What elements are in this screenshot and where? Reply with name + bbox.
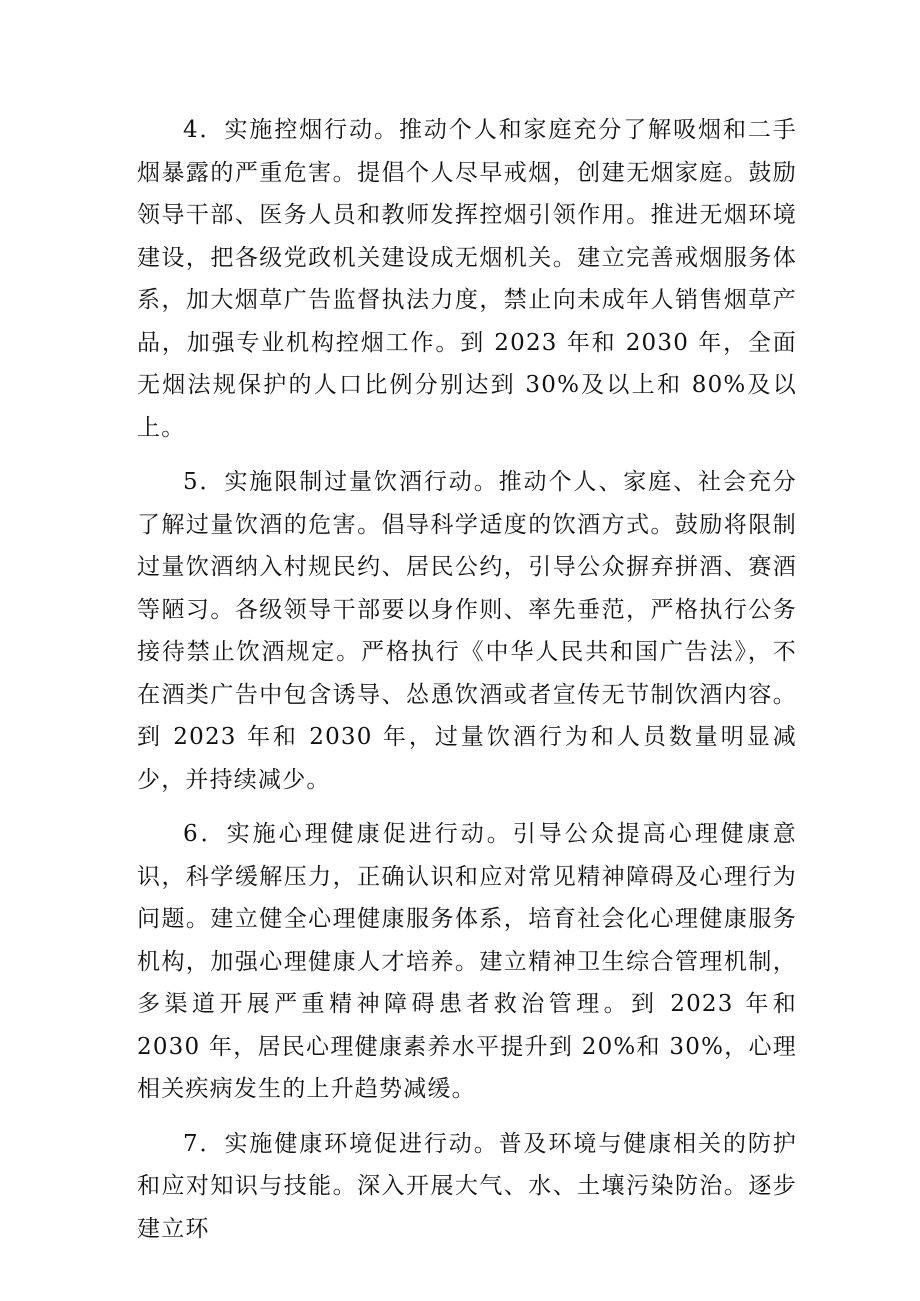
document-body xyxy=(137,109,797,1262)
paragraph-healthy-environment: 7．实施健康环境促进行动。普及环境与健康相关的防护和应对知识与技能。深入开展大气、水、土壤污染防治。逐步建立环 xyxy=(137,1130,797,1242)
paragraph-mental-health: 6．实施心理健康促进行动。引导公众提高心理健康意识，科学缓解压力，正确认识和应对常见精神障碍及心理行为问题。建立健全心理健康服务体系，培育社会化心理健康服务机构，加强心理健康人才培养。建立精神卫生综合管理机制，多渠道开展严重精神障碍患者救治管理。到 2023 年和 2030 年，居民心理健康素养水平提升到 20%和 30%，心理相关疾病发生的上升趋势减缓。 xyxy=(137,821,797,1102)
paragraph-tobacco-control: 4．实施控烟行动。推动个人和家庭充分了解吸烟和二手烟暴露的严重危害。提倡个人尽早戒烟，创建无烟家庭。鼓励领导干部、医务人员和教师发挥控烟引领作用。推进无烟环境建设，把各级党政机关建设成无烟机关。建立完善戒烟服务体系，加大烟草广告监督执法力度，禁止向未成年人销售烟草产品，加强专业机构控烟工作。到 2023 年和 2030 年，全面无烟法规保护的人口比例分别达到 30%及以上和 80%及以上。 xyxy=(137,117,797,441)
paragraph-alcohol-limit: 5．实施限制过量饮酒行动。推动个人、家庭、社会充分了解过量饮酒的危害。倡导科学适度的饮酒方式。鼓励将限制过量饮酒纳入村规民约、居民公约，引导公众摒弃拼酒、赛酒等陋习。各级领导干部要以身作则、率先垂范，严格执行公务接待禁止饮酒规定。严格执行《中华人民共和国广告法》，不在酒类广告中包含诱导、怂恿饮酒或者宣传无节制饮酒内容。到 2023 年和 2030 年，过量饮酒行为和人员数量明显减少，并持续减少。 xyxy=(137,469,797,793)
